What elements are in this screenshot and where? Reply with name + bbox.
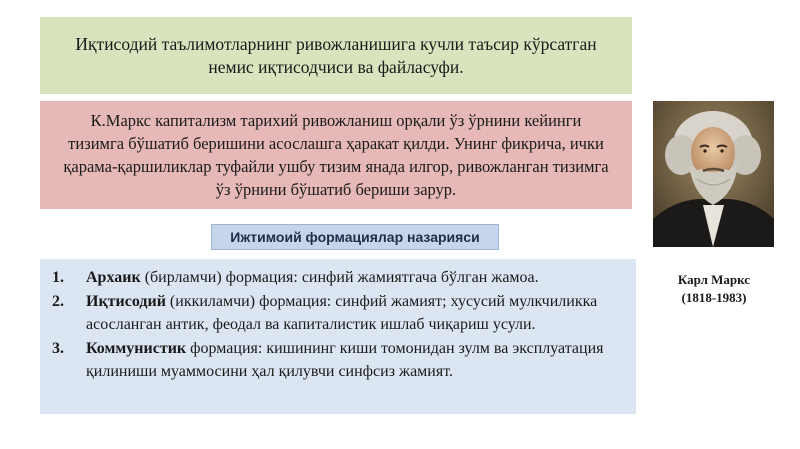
list-item-number: 2. [52,293,64,310]
list-item [52,266,626,289]
section-label [211,224,499,250]
description-text: К.Маркс капитализм тарихий ривожланиш орқали ўз ўрнини кейинги тизимга бўшатиб беришини асослашга ҳаракат қилди. Унинг фикрича, ички қарама-қаршиликлар туфайли ушбу тизим янада илгор, ривожланган тизимга ўз ўрнини бўшатиб бериши зарур. [63,111,609,199]
list-item-text: (иккиламчи) формация: синфий жамият; хусусий мулкчиликка асосланган антик, феодал ва капиталистик ишлаб чиқариш усули. [86,293,598,333]
portrait-image [653,101,774,247]
karl-marx-portrait [653,101,774,247]
list-item-term: Иқтисодий [86,293,166,310]
formations-list [52,266,626,383]
list-item-text: формация: кишининг киши томонидан зулм ва эксплуатация қилиниши муаммосини ҳал қилувчи синфсиз жамият. [86,340,604,380]
list-item-term: Коммунистик [86,340,187,357]
list-item [52,290,626,336]
intro-text: Иқтисодий таълимотларнинг ривожланишига кучли таъсир кўрсатган немис иқтисодчиси ва файласуфи. [75,33,597,77]
description-box [40,101,632,209]
list-item-number: 3. [52,340,64,357]
list-item-term: Архаик [86,269,141,286]
portrait-name: Карл Маркс [677,272,751,287]
section-label-text: Ижтимоий формациялар назарияси [230,229,480,245]
list-item-text: (бирламчи) формация: синфий жамиятгача бўлган жамоа. [140,269,539,286]
list-item [52,337,626,383]
portrait-caption [655,271,773,307]
portrait-years: (1818-1983) [681,290,747,305]
list-item-number: 1. [52,269,64,286]
intro-box [40,17,632,94]
formations-box [40,259,636,414]
